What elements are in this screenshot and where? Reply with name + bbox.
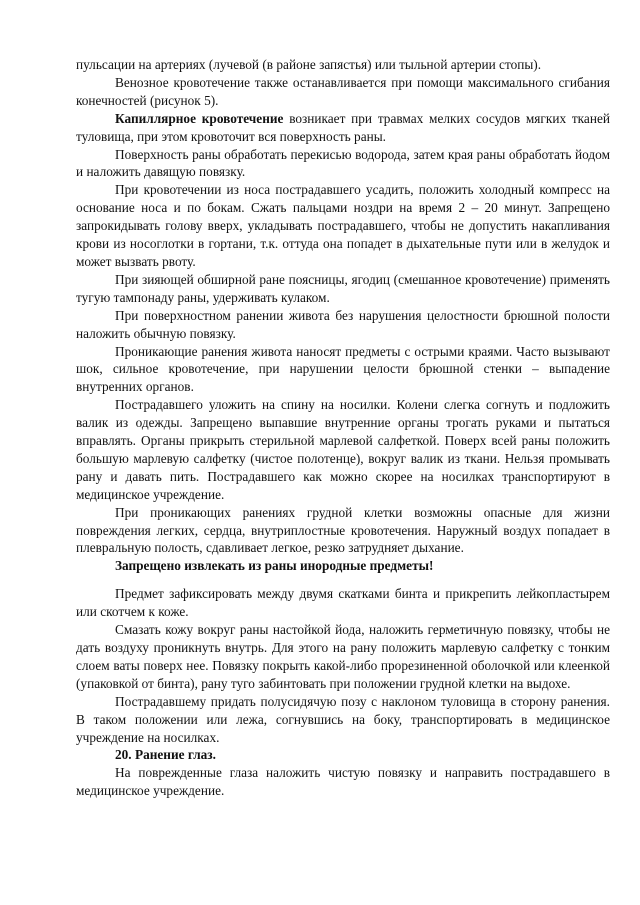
paragraph-penetrating-abdominal-wound: Проникающие ранения живота наносят предметы с острыми краями. Часто вызывают шок, сильное кровотечение, при нарушении целости брюшной стенки – выпадение внутренних органов.: [76, 343, 610, 395]
section-heading-text: 20. Ранение глаз.: [115, 747, 216, 763]
paragraph-chest-wounds: При проникающих ранениях грудной клетки возможны опасные для жизни повреждения легких, сердца, внутриплостные кровотечения. Наружный воздух попадает в плевральную полость, сдавливает легкое, резко затрудняет дыхание.: [76, 504, 610, 556]
paragraph-spacer: [76, 575, 610, 585]
term-capillary-bleeding: Капиллярное кровотечение: [115, 110, 284, 126]
paragraph-capillary-bleeding: [76, 110, 610, 146]
section-heading-eye-wounds: [76, 746, 610, 764]
warning-foreign-objects: [76, 557, 610, 575]
paragraph-venous-bleeding: Венозное кровотечение также останавливается при помощи максимального сгибания конечностей (рисунок 5).: [76, 74, 610, 108]
paragraph-pulse-continuation: пульсации на артериях (лучевой (в районе запястья) или тыльной артерии стопы).: [76, 57, 542, 72]
paragraph-abdominal-first-aid: Пострадавшего уложить на спину на носилки. Колени слегка согнуть и подложить валик из одежды. Запрещено выпавшие внутренние органы трогать руками и пытаться вправлять. Органы прикрыть стерильной марлевой салфеткой. Поверх всей раны положить большую марлевую салфетку (чистое полотенце), вокруг валик из ткани. Нельзя промывать рану и давать пить. Пострадавшего как можно скорее на носилках транспортируют в медицинское учреждение.: [76, 397, 610, 502]
capillary-bleeding-text: возникает при травмах мелких сосудов мягких тканей туловища, при этом кровоточит вся поверхность раны.: [76, 110, 610, 144]
paragraph-eye-dressing: На поврежденные глаза наложить чистую повязку и направить пострадавшего в медицинское учреждение.: [76, 765, 610, 799]
paragraph-superficial-abdominal-wound: При поверхностном ранении живота без нарушения целостности брюшной полости наложить обычную повязку.: [76, 307, 610, 341]
paragraph-hermetic-dressing: Смазать кожу вокруг раны настойкой йода, наложить герметичную повязку, чтобы не дать воздуху проникнуть внутрь. Для этого на рану положить марлевую салфетку с тонким слоем ваты поверх нее. Повязку покрыть какой-либо прорезиненной оболочкой или клеенкой (упаковкой от бинта), рану туго забинтовать при положении грудной клетки на выдохе.: [76, 622, 610, 691]
warning-text: Запрещено извлекать из раны инородные предметы!: [115, 558, 434, 574]
paragraph-fix-object: Предмет зафиксировать между двумя скатками бинта и прикрепить лейкопластырем или скотчем к коже.: [76, 586, 610, 620]
paragraph-nosebleed: При кровотечении из носа пострадавшего усадить, положить холодный компресс на основание носа и по бокам. Сжать пальцами ноздри на время 2 – 20 минут. Запрещено запрокидывать голову вверх, укладывать пострадавшего, чтобы не допустить накапливания крови из носоглотки в гортани, т.к. оттуда она попадет в дыхательные пути или в желудок и может вызвать рвоту.: [76, 182, 610, 269]
paragraph-lumbar-wound: При зияющей обширной ране поясницы, ягодиц (смешанное кровотечение) применять тугую тампонаду раны, удерживать кулаком.: [76, 271, 610, 305]
paragraph-wound-treatment: Поверхность раны обработать перекисью водорода, затем края раны обработать йодом и наложить давящую повязку.: [76, 146, 610, 180]
paragraph-transport-position: Пострадавшему придать полусидячую позу с наклоном туловища в сторону ранения. В таком положении или лежа, согнувшись на боку, транспортировать в медицинское учреждение на носилках.: [76, 693, 610, 745]
